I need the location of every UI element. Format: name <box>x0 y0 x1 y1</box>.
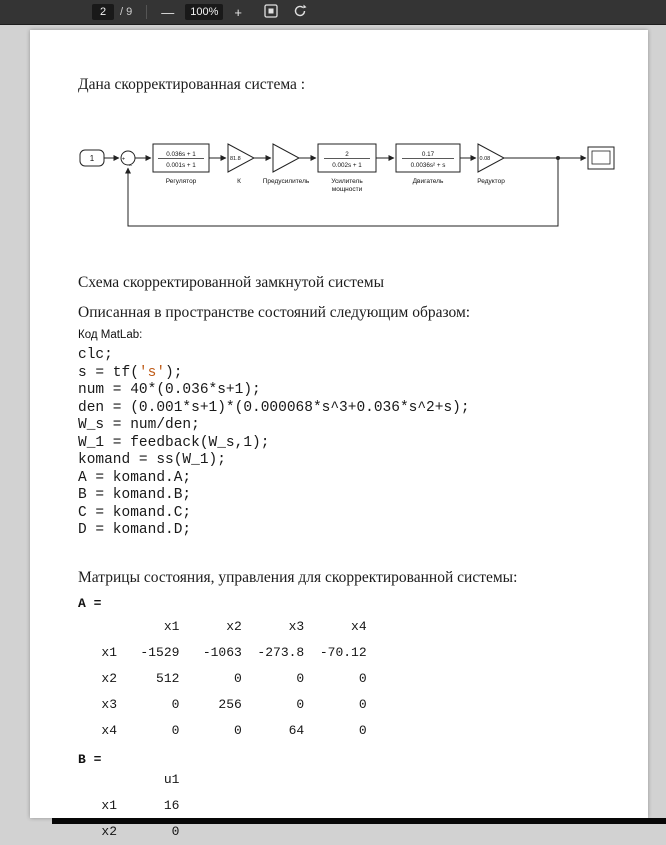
document-page <box>30 30 648 839</box>
preamp-caption: Предусилитель <box>262 178 310 185</box>
matrix-line: x1 x2 x3 x4 <box>78 618 367 634</box>
rotate-icon <box>293 4 307 21</box>
code-line: clc; <box>78 347 113 363</box>
branch-point <box>556 156 560 160</box>
matrix-b <box>78 767 622 845</box>
sum-minus-sign: – <box>128 163 133 169</box>
power-amp-denominator: 0.002s + 1 <box>332 162 362 169</box>
power-amp-numerator: 2 <box>345 151 349 158</box>
matrix-line: x2 0 <box>78 823 180 839</box>
paragraph-state-space: Описанная в пространстве состояний следующим образом: <box>78 304 471 321</box>
source-label: 1 <box>89 154 95 163</box>
reducer-value: 0.08 <box>479 156 491 162</box>
matrix-line: x1 -1529 -1063 -273.8 -70.12 <box>78 644 367 660</box>
matrix-line: u1 <box>78 771 180 787</box>
sum-plus-sign: + <box>121 156 126 163</box>
motor-numerator: 0.17 <box>421 151 435 158</box>
rotate-button[interactable] <box>293 4 307 21</box>
page-content <box>30 30 648 845</box>
toolbar-divider <box>146 5 147 19</box>
power-amp-caption-2: мощности <box>331 186 363 193</box>
fit-page-icon <box>264 4 278 21</box>
regulator-caption: Регулятор <box>165 178 197 185</box>
code-line: komand = ss(W_1); <box>78 452 226 468</box>
matrix-a-name: A = <box>78 595 102 611</box>
fit-page-button[interactable] <box>264 4 278 21</box>
zoom-out-button[interactable]: — <box>161 4 175 20</box>
scope-screen <box>592 151 610 164</box>
paragraph-matrices: Матрицы состояния, управления для скорректированной системы: <box>78 568 518 586</box>
paragraph-scheme: Схема скорректированной замкнутой системы <box>78 274 384 291</box>
code-line: C = komand.C; <box>78 504 192 521</box>
code-label: Код MatLab: <box>78 329 143 341</box>
code-line: s = tf('s'); <box>78 364 183 381</box>
view-controls <box>264 4 307 21</box>
code-line: W_s = num/den; <box>78 417 200 433</box>
code-line: D = komand.D; <box>78 522 192 538</box>
pdf-toolbar <box>0 0 666 25</box>
page-input[interactable]: 2 <box>92 4 114 20</box>
gain-k-value: 81.8 <box>230 156 241 162</box>
reducer-caption: Редуктор <box>477 178 505 185</box>
code-line: num = 40*(0.036*s+1); <box>78 382 261 398</box>
zoom-controls <box>161 4 242 20</box>
matlab-code <box>78 347 622 540</box>
matrix-b-name: B = <box>78 751 102 767</box>
page-indicator <box>92 4 132 20</box>
paragraph-given-system: Дана скорректированная система : <box>78 76 306 93</box>
power-amp-caption-1: Усилитель <box>331 178 363 185</box>
zoom-in-button[interactable]: + <box>234 4 242 20</box>
code-line: B = komand.B; <box>78 487 192 503</box>
gain-k-caption: К <box>237 178 241 185</box>
code-line: W_1 = feedback(W_s,1); <box>78 434 270 451</box>
matrix-line: x2 512 0 0 0 <box>78 670 367 686</box>
code-line: A = komand.A; <box>78 469 192 486</box>
block-diagram <box>78 130 622 240</box>
page-total: / 9 <box>120 6 133 18</box>
matrix-line: x1 16 <box>78 797 180 813</box>
matrix-line: x3 0 256 0 0 <box>78 696 367 712</box>
code-line: den = (0.001*s+1)*(0.000068*s^3+0.036*s^2+s); <box>78 399 470 416</box>
matrix-line: x4 0 0 64 0 <box>78 722 367 738</box>
regulator-denominator: 0.001s + 1 <box>166 162 196 169</box>
viewport-bottom-edge <box>52 818 666 824</box>
matrix-a <box>78 614 622 744</box>
zoom-level: 100% <box>185 4 223 20</box>
block-diagram-svg <box>78 130 623 235</box>
motor-denominator: 0.0036s² + s <box>410 162 446 169</box>
motor-caption: Двигатель <box>412 178 444 185</box>
preamp-block <box>273 144 299 172</box>
regulator-numerator: 0.036s + 1 <box>166 151 196 158</box>
